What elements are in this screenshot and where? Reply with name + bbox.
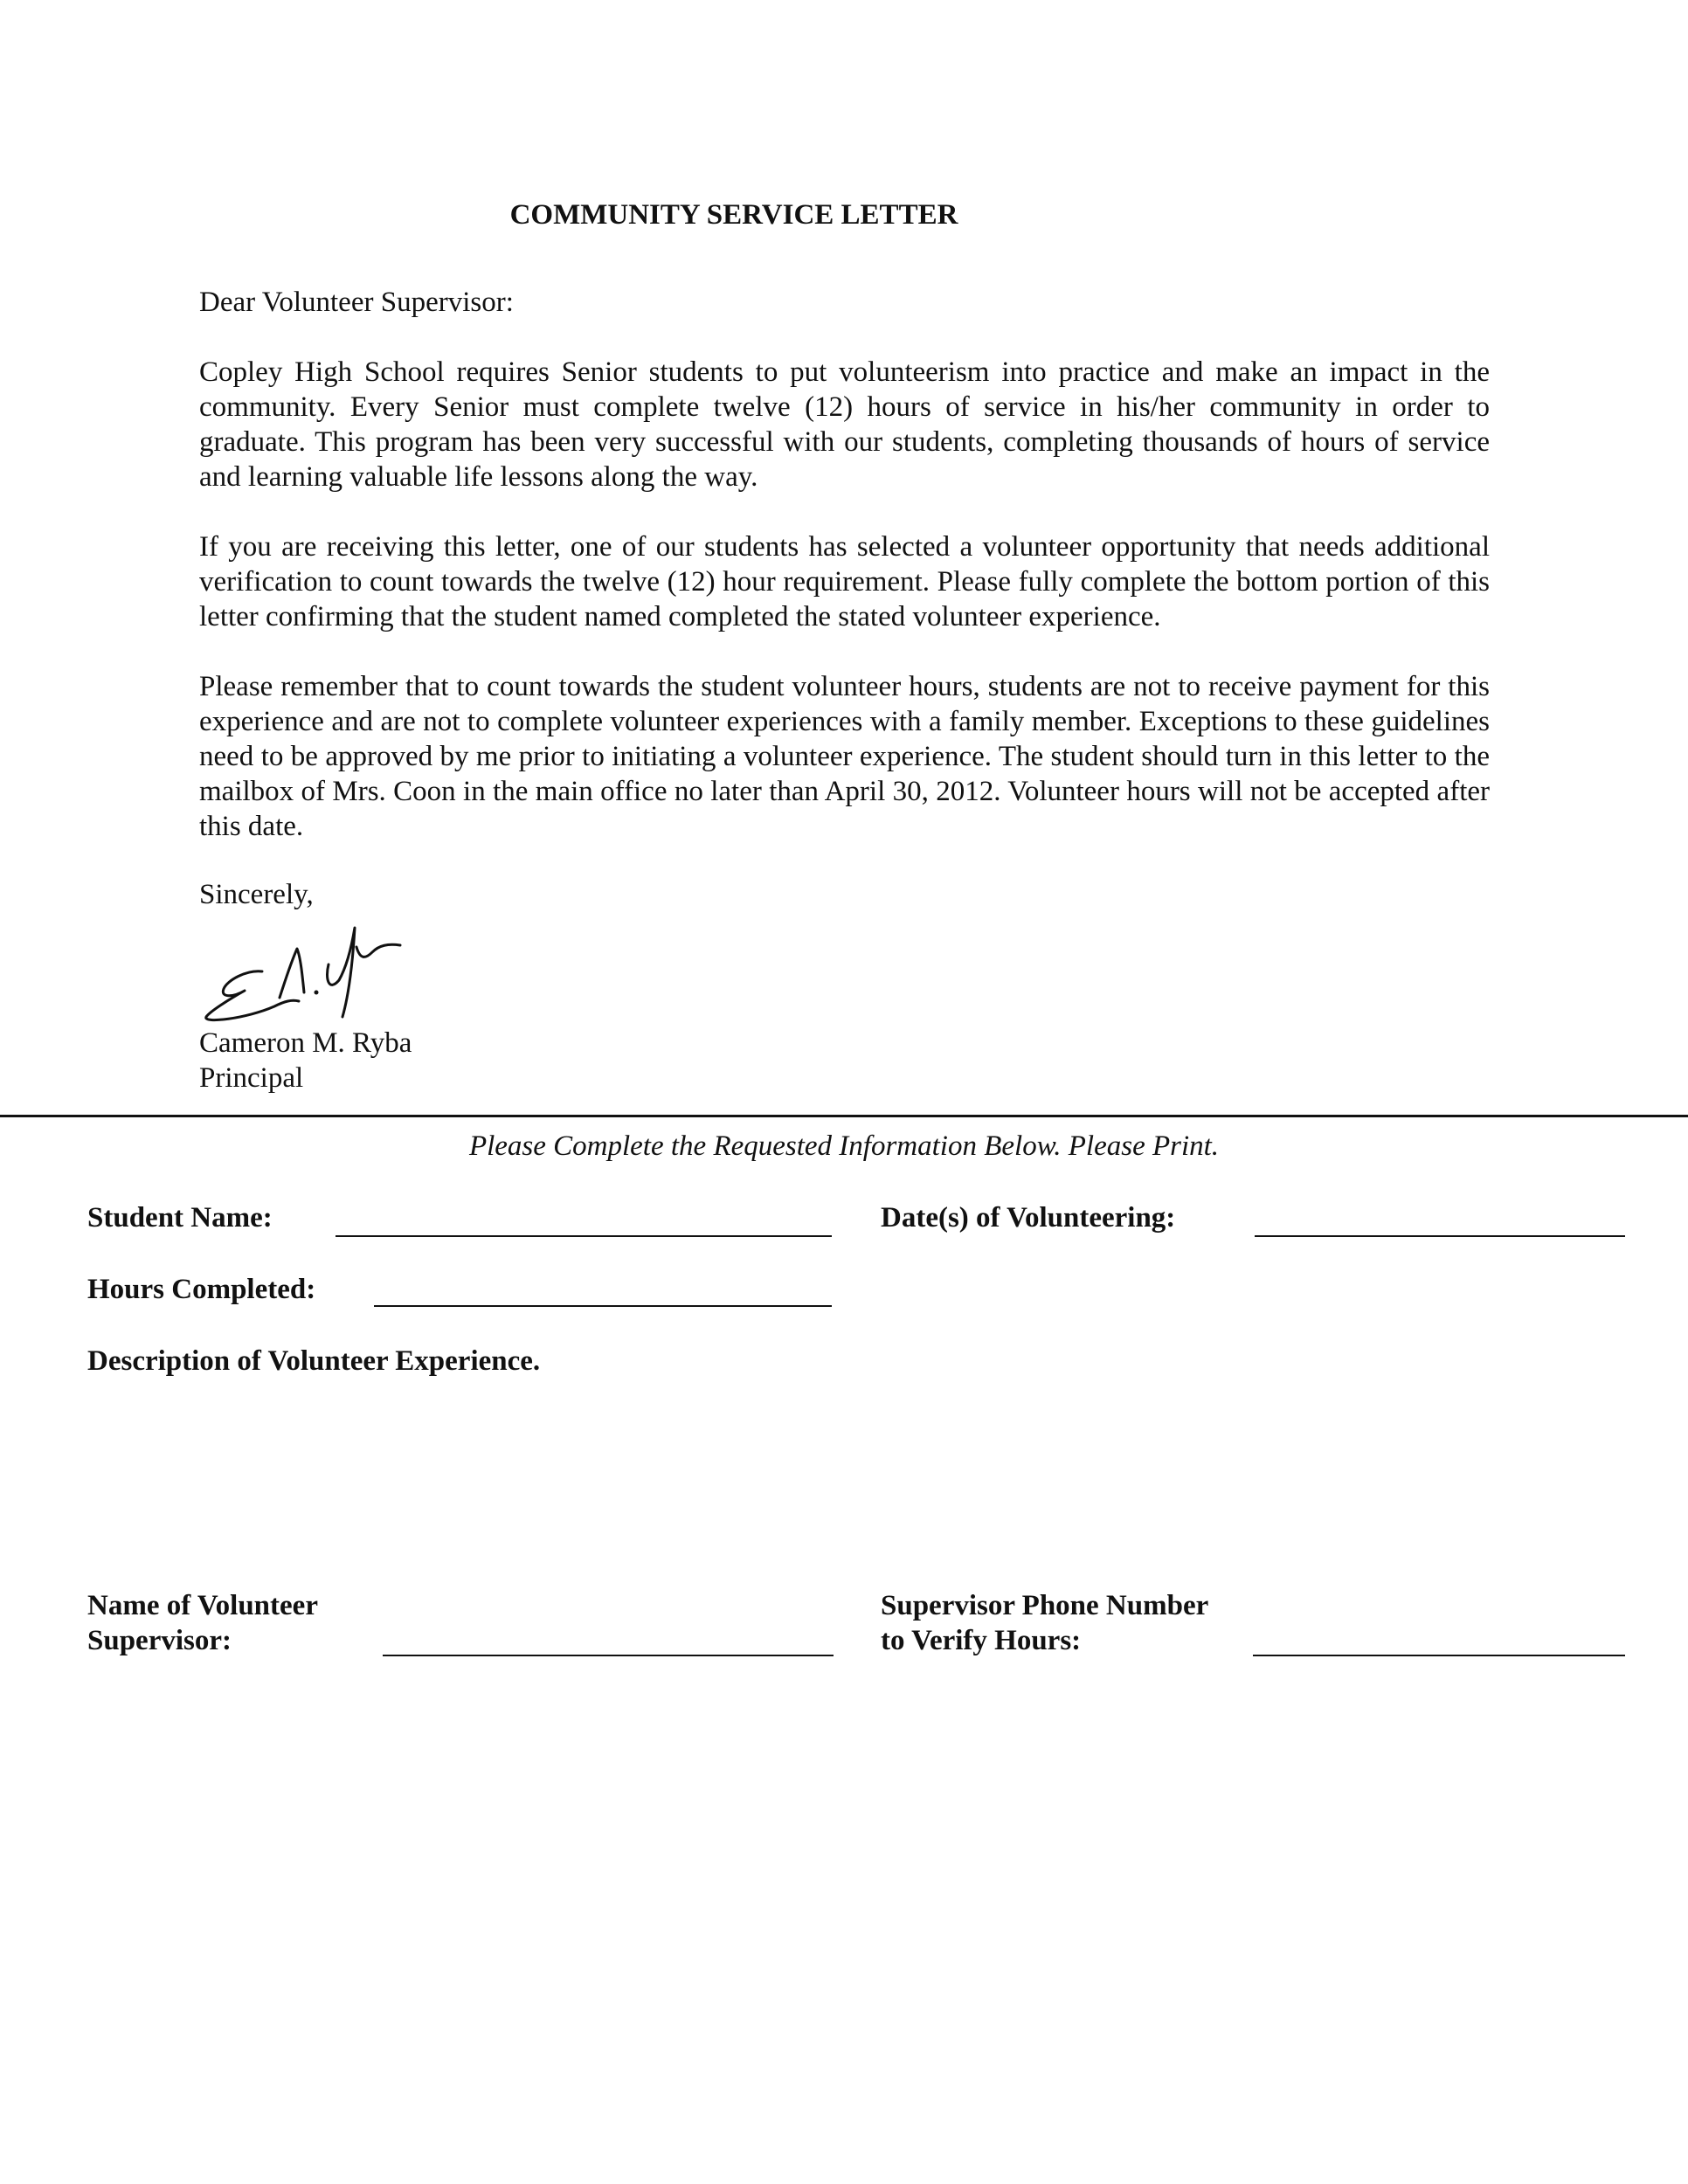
body-paragraph-2: If you are receiving this letter, one of our students has selected a volunteer opportunity that needs additional verification to count towards the twelve (12) hour requirement. Please fully complete the bottom portion of this letter confirming that the student named completed the stated volunteer experience. bbox=[199, 531, 1490, 632]
dates-label: Date(s) of Volunteering: bbox=[881, 1202, 1176, 1234]
signature-image bbox=[194, 909, 439, 1024]
description-area[interactable] bbox=[87, 1400, 1625, 1574]
supervisor-name-label-line2: Supervisor: bbox=[87, 1625, 232, 1656]
dates-field[interactable] bbox=[1255, 1235, 1625, 1237]
supervisor-phone-label-line1: Supervisor Phone Number bbox=[881, 1590, 1209, 1621]
supervisor-phone-label-line2: to Verify Hours: bbox=[881, 1625, 1082, 1656]
supervisor-phone-field[interactable] bbox=[1253, 1655, 1625, 1656]
signer-title: Principal bbox=[199, 1062, 304, 1094]
hours-field[interactable] bbox=[374, 1305, 832, 1307]
supervisor-name-field[interactable] bbox=[383, 1655, 834, 1656]
salutation: Dear Volunteer Supervisor: bbox=[199, 287, 514, 318]
body-paragraph-3: Please remember that to count towards the student volunteer hours, students are not to receive payment for this experience and are not to complete volunteer experiences with a family member. Exceptions to these guidelines need to be approved by me prior to initiating a volunteer experience. The student should turn in this letter to the mailbox of Mrs. Coon in the main office no later than April 30, 2012. Volunteer hours will not be accepted after this date. bbox=[199, 671, 1490, 842]
body-paragraph-1: Copley High School requires Senior students to put volunteerism into practice and make an impact in the community. Every Senior must complete twelve (12) hours of service in his/her community in order to graduate. This program has been very successful with our students, completing thousands of hours of service and learning valuable life lessons along the way. bbox=[199, 356, 1490, 493]
letter-title: COMMUNITY SERVICE LETTER bbox=[509, 199, 958, 231]
student-name-field[interactable] bbox=[336, 1235, 832, 1237]
closing: Sincerely, bbox=[199, 879, 314, 910]
signer-name: Cameron M. Ryba bbox=[199, 1027, 412, 1059]
supervisor-name-label-line1: Name of Volunteer bbox=[87, 1590, 318, 1621]
section-divider bbox=[0, 1115, 1688, 1117]
student-name-label: Student Name: bbox=[87, 1202, 273, 1234]
form-instruction: Please Complete the Requested Information Below. Please Print. bbox=[468, 1130, 1220, 1162]
description-label: Description of Volunteer Experience. bbox=[87, 1345, 541, 1377]
hours-label: Hours Completed: bbox=[87, 1274, 316, 1305]
